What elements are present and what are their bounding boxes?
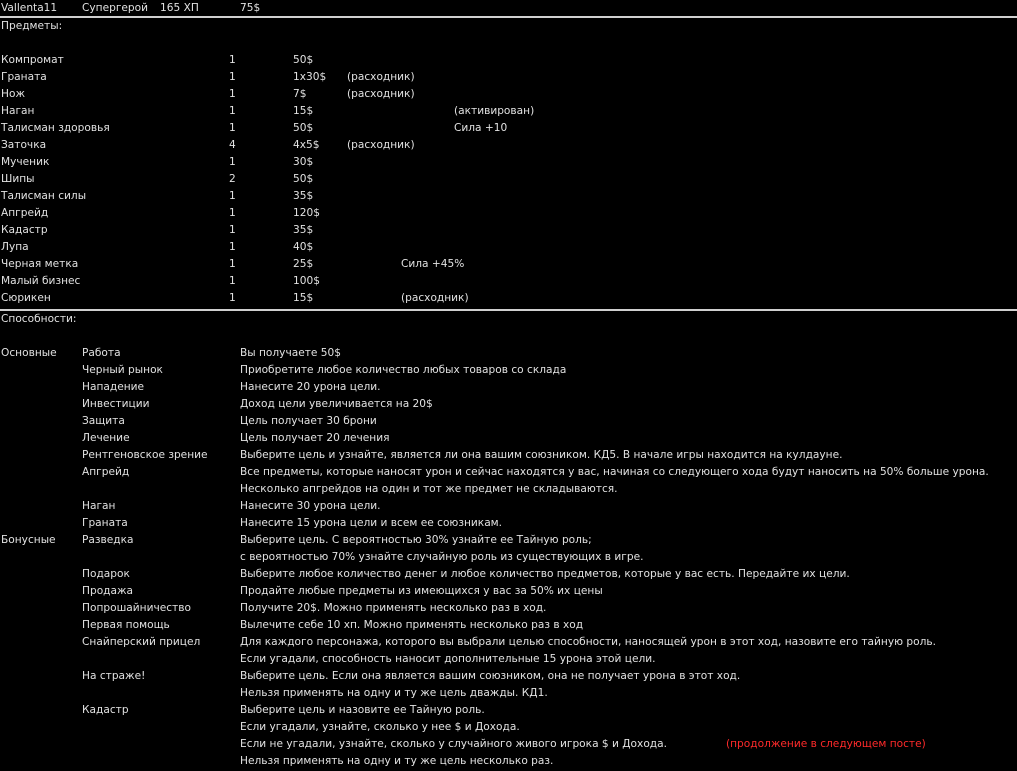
item-qty: 1 <box>229 156 236 168</box>
item-name: Талисман силы <box>1 190 87 202</box>
ability-name: Нападение <box>82 381 145 393</box>
item-qty: 2 <box>229 173 236 185</box>
item-qty: 1 <box>229 224 236 236</box>
player-role: Супергерой <box>82 2 149 14</box>
items-divider <box>0 309 1017 311</box>
ability-name: Апгрейд <box>82 466 130 478</box>
item-name: Заточка <box>1 139 47 151</box>
ability-name: Работа <box>82 347 121 359</box>
item-name: Талисман здоровья <box>1 122 110 134</box>
item-qty: 1 <box>229 207 236 219</box>
ability-text: Выберите цель и узнайте, является ли она вашим союзником. КД5. В начале игры находится на кулдауне. <box>240 449 843 461</box>
player-name: Vallenta11 <box>1 2 58 14</box>
ability-text: Приобретите любое количество любых товаров со склада <box>240 364 567 376</box>
ability-text: Выберите цель. Если она является вашим союзником, она не получает урона в этот ход. <box>240 670 741 682</box>
item-qty: 1 <box>229 71 236 83</box>
item-price: 120$ <box>293 207 320 219</box>
item-name: Шипы <box>1 173 35 185</box>
item-extra: (расходник) <box>401 292 469 304</box>
continuation-note: (продолжение в следующем посте) <box>726 738 926 750</box>
player-hp: 165 ХП <box>160 2 199 14</box>
ability-name: Защита <box>82 415 125 427</box>
item-note: (расходник) <box>347 88 415 100</box>
ability-text: Цель получает 20 лечения <box>240 432 390 444</box>
ability-text: Нельзя применять на одну и ту же цель несколько раз. <box>240 755 554 767</box>
item-name: Малый бизнес <box>1 275 81 287</box>
ability-text: Нанесите 20 урона цели. <box>240 381 381 393</box>
ability-text: Все предметы, которые наносят урон и сейчас находятся у вас, начиная со следующего хода будут наносить на 50% больше урона. <box>240 466 989 478</box>
item-price: 50$ <box>293 173 314 185</box>
item-qty: 1 <box>229 105 236 117</box>
item-price: 7$ <box>293 88 307 100</box>
ability-text: Если не угадали, узнайте, сколько у случайного живого игрока $ и Дохода. <box>240 738 667 750</box>
ability-text: Если угадали, узнайте, сколько у нее $ и Дохода. <box>240 721 520 733</box>
item-name: Компромат <box>1 54 64 66</box>
item-qty: 1 <box>229 258 236 270</box>
ability-name: Наган <box>82 500 116 512</box>
abilities-title: Способности: <box>1 313 77 325</box>
item-note: (расходник) <box>347 139 415 151</box>
ability-text: Выберите любое количество денег и любое количество предметов, которые у вас есть. Передайте их цели. <box>240 568 850 580</box>
ability-name: Черный рынок <box>82 364 163 376</box>
player-money: 75$ <box>240 2 261 14</box>
ability-text: Вы получаете 50$ <box>240 347 341 359</box>
ability-name: Инвестиции <box>82 398 150 410</box>
ability-text: Несколько апгрейдов на один и тот же предмет не складываются. <box>240 483 618 495</box>
item-price: 40$ <box>293 241 314 253</box>
item-extra: (активирован) <box>454 105 535 117</box>
item-price: 100$ <box>293 275 320 287</box>
item-extra: Сила +45% <box>401 258 465 270</box>
item-name: Лупа <box>1 241 29 253</box>
item-note: (расходник) <box>347 71 415 83</box>
item-name: Апгрейд <box>1 207 49 219</box>
ability-name: Кадастр <box>82 704 129 716</box>
ability-text: Выберите цель и назовите ее Тайную роль. <box>240 704 485 716</box>
item-name: Сюрикен <box>1 292 51 304</box>
item-qty: 1 <box>229 190 236 202</box>
items-title: Предметы: <box>1 20 63 32</box>
item-qty: 1 <box>229 241 236 253</box>
ability-text: с вероятностью 70% узнайте случайную роль из существующих в игре. <box>240 551 644 563</box>
item-qty: 1 <box>229 54 236 66</box>
ability-name: Рентгеновское зрение <box>82 449 208 461</box>
ability-name: Лечение <box>82 432 130 444</box>
header-divider <box>0 16 1017 18</box>
ability-name: Граната <box>82 517 128 529</box>
ability-text: Нельзя применять на одну и ту же цель дважды. КД1. <box>240 687 548 699</box>
ability-name: На страже! <box>82 670 146 682</box>
item-name: Нож <box>1 88 25 100</box>
item-qty: 1 <box>229 292 236 304</box>
item-name: Мученик <box>1 156 50 168</box>
ability-group: Основные <box>1 347 57 359</box>
ability-text: Продайте любые предметы из имеющихся у вас за 50% их цены <box>240 585 603 597</box>
item-price: 30$ <box>293 156 314 168</box>
ability-text: Нанесите 30 урона цели. <box>240 500 381 512</box>
item-price: 35$ <box>293 224 314 236</box>
ability-text: Нанесите 15 урона цели и всем ее союзникам. <box>240 517 503 529</box>
ability-text: Для каждого персонажа, которого вы выбрали целью способности, наносящей урон в этот ход, назовите его тайную роль. <box>240 636 936 648</box>
item-price: 50$ <box>293 54 314 66</box>
item-qty: 1 <box>229 122 236 134</box>
ability-name: Снайперский прицел <box>82 636 201 648</box>
item-qty: 4 <box>229 139 236 151</box>
ability-text: Доход цели увеличивается на 20$ <box>240 398 433 410</box>
ability-text: Цель получает 30 брони <box>240 415 377 427</box>
item-price: 15$ <box>293 292 314 304</box>
item-name: Черная метка <box>1 258 79 270</box>
item-price: 35$ <box>293 190 314 202</box>
item-name: Кадастр <box>1 224 48 236</box>
item-price: 1x30$ <box>293 71 327 83</box>
ability-text: Если угадали, способность наносит дополнительные 15 урона этой цели. <box>240 653 656 665</box>
item-name: Граната <box>1 71 47 83</box>
item-price: 15$ <box>293 105 314 117</box>
item-qty: 1 <box>229 88 236 100</box>
ability-name: Продажа <box>82 585 134 597</box>
item-price: 4x5$ <box>293 139 320 151</box>
ability-group: Бонусные <box>1 534 56 546</box>
ability-name: Разведка <box>82 534 134 546</box>
ability-name: Первая помощь <box>82 619 170 631</box>
item-price: 25$ <box>293 258 314 270</box>
ability-text: Вылечите себе 10 хп. Можно применять несколько раз в ход <box>240 619 584 631</box>
ability-text: Выберите цель. С вероятностью 30% узнайте ее Тайную роль; <box>240 534 592 546</box>
item-qty: 1 <box>229 275 236 287</box>
ability-name: Подарок <box>82 568 130 580</box>
item-name: Наган <box>1 105 35 117</box>
item-extra: Сила +10 <box>454 122 508 134</box>
ability-text: Получите 20$. Можно применять несколько раз в ход. <box>240 602 547 614</box>
item-price: 50$ <box>293 122 314 134</box>
ability-name: Попрошайничество <box>82 602 191 614</box>
